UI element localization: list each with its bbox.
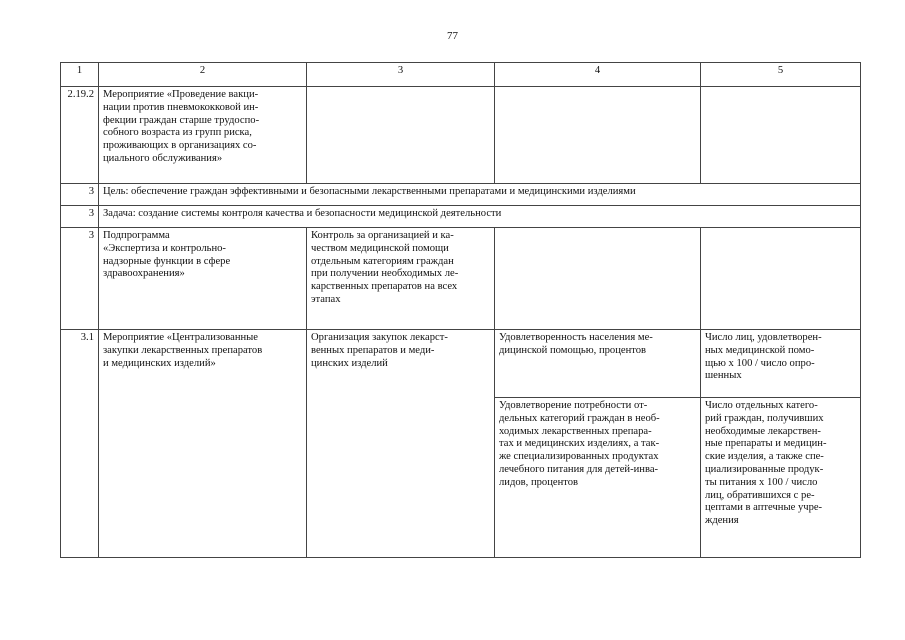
cell-activity: Мероприятие «Централизованные закупки лекарственных препаратов и медицинских изделий» [99,330,307,558]
row-number: 2.19.2 [61,87,99,184]
cell-indicator: Удовлетворенность населения ме- дицинской помощью, процентов [495,330,701,398]
table-row [61,87,861,184]
column-number-3: 3 [307,63,495,87]
column-number-1: 1 [61,63,99,87]
cell-formula [701,87,861,184]
row-number: 3 [61,228,99,330]
table-row [61,330,861,398]
cell-goal: Цель: обеспечение граждан эффективными и безопасными лекарственными препаратами и медицинскими изделиями [99,184,861,206]
table-row [61,228,861,330]
cell-indicator [495,228,701,330]
row-number: 3.1 [61,330,99,558]
cell-objective: Организация закупок лекарст- венных препаратов и меди- цинских изделий [307,330,495,558]
cell-formula: Число лиц, удовлетворен- ных медицинской помо- щью х 100 / число опро- шенных [701,330,861,398]
cell-objective: Контроль за организацией и ка- чеством медицинской помощи отдельным категориям граждан при получении необходимых ле- карственных препаратов на всех этапах [307,228,495,330]
cell-formula [701,228,861,330]
column-number-5: 5 [701,63,861,87]
row-number: 3 [61,206,99,228]
cell-formula: Число отдельных катего- рий граждан, получивших необходимые лекарствен- ные препараты и медицин- ские изделия, а также спе- циализированные продук- ты питания х 100 / число лиц, обратившихся с ре- цептами в аптечные учре- ждения [701,398,861,558]
cell-task: Задача: создание системы контроля качества и безопасности медицинской деятельности [99,206,861,228]
cell-objective [307,87,495,184]
column-number-2: 2 [99,63,307,87]
document-table [60,62,861,558]
column-number-row [61,63,861,87]
cell-indicator: Удовлетворение потребности от- дельных категорий граждан в необ- ходимых лекарственных препара- тах и медицинских изделиях, а так- же специализированных продуктах лечебного питания для детей-инва- лидов, процентов [495,398,701,558]
cell-indicator [495,87,701,184]
table-row [61,184,861,206]
cell-subprogram: Подпрограмма «Экспертиза и контрольно- надзорные функции в сфере здравоохранения» [99,228,307,330]
column-number-4: 4 [495,63,701,87]
cell-activity: Мероприятие «Проведение вакци- нации против пневмококковой ин- фекции граждан старше трудоспо- собного возраста из групп риска, проживающих в организациях со- циального обслуживания» [99,87,307,184]
table-row [61,206,861,228]
page-number: 77 [447,30,458,42]
row-number: 3 [61,184,99,206]
